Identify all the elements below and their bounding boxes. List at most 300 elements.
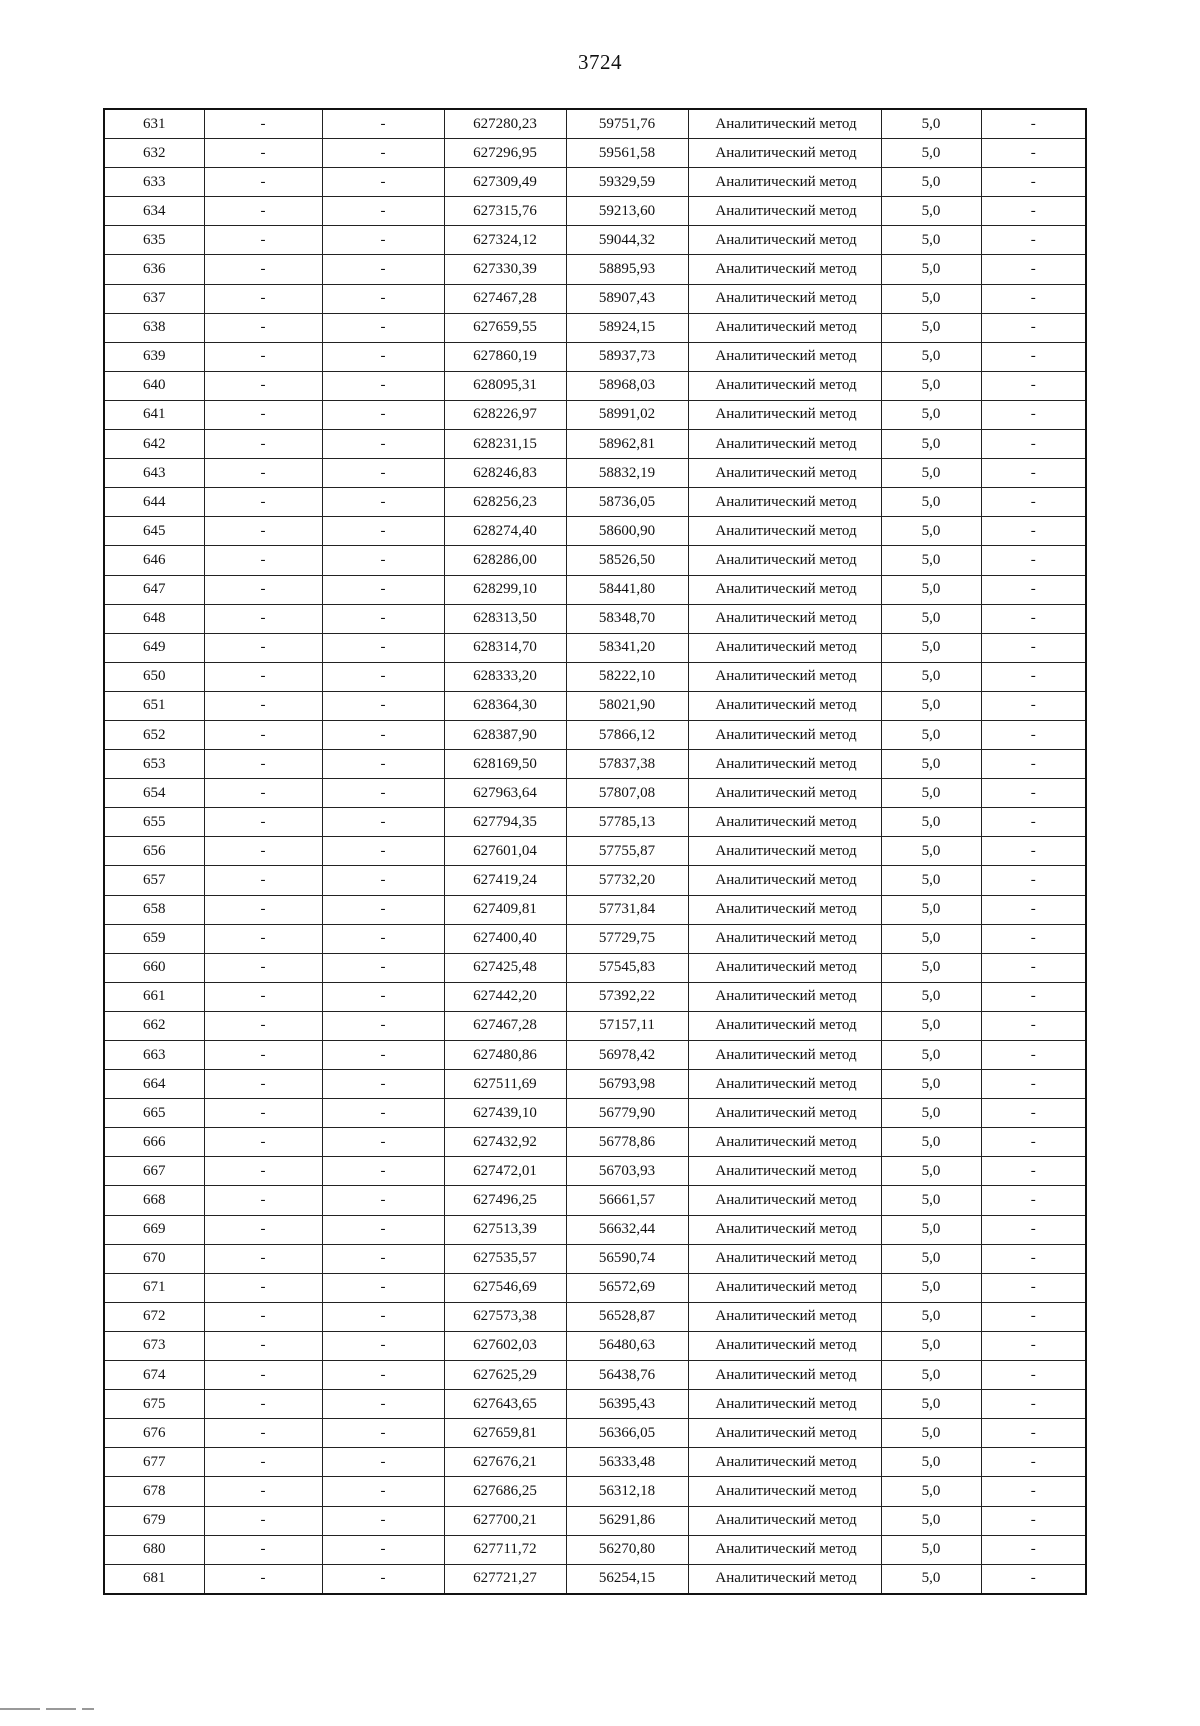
- accuracy-cell: 5,0: [881, 1331, 981, 1360]
- dash-cell: -: [322, 488, 444, 517]
- dash-cell: -: [981, 168, 1086, 197]
- method-cell: Аналитический метод: [688, 459, 881, 488]
- accuracy-cell: 5,0: [881, 400, 981, 429]
- y-coordinate: 58907,43: [566, 284, 688, 313]
- method-cell: Аналитический метод: [688, 197, 881, 226]
- dash-cell: -: [204, 953, 322, 982]
- dash-cell: -: [981, 808, 1086, 837]
- dash-cell: -: [204, 924, 322, 953]
- table-row: [104, 517, 1086, 546]
- x-coordinate: 627535,57: [444, 1244, 566, 1273]
- dash-cell: -: [322, 459, 444, 488]
- row-number: 645: [104, 517, 204, 546]
- accuracy-cell: 5,0: [881, 1128, 981, 1157]
- dash-cell: -: [322, 1041, 444, 1070]
- x-coordinate: 628313,50: [444, 604, 566, 633]
- table-row: [104, 1215, 1086, 1244]
- dash-cell: -: [981, 255, 1086, 284]
- y-coordinate: 56333,48: [566, 1448, 688, 1477]
- table-row: [104, 284, 1086, 313]
- table-row: [104, 1099, 1086, 1128]
- dash-cell: -: [981, 517, 1086, 546]
- dash-cell: -: [981, 226, 1086, 255]
- accuracy-cell: 5,0: [881, 837, 981, 866]
- dash-cell: -: [981, 400, 1086, 429]
- y-coordinate: 58968,03: [566, 371, 688, 400]
- scan-edge-mark: [0, 1708, 130, 1711]
- y-coordinate: 56395,43: [566, 1390, 688, 1419]
- y-coordinate: 57866,12: [566, 720, 688, 749]
- y-coordinate: 56590,74: [566, 1244, 688, 1273]
- x-coordinate: 628231,15: [444, 430, 566, 459]
- accuracy-cell: 5,0: [881, 1011, 981, 1040]
- dash-cell: -: [981, 982, 1086, 1011]
- y-coordinate: 59213,60: [566, 197, 688, 226]
- accuracy-cell: 5,0: [881, 1215, 981, 1244]
- dash-cell: -: [981, 109, 1086, 139]
- table-row: [104, 168, 1086, 197]
- accuracy-cell: 5,0: [881, 1099, 981, 1128]
- x-coordinate: 627442,20: [444, 982, 566, 1011]
- method-cell: Аналитический метод: [688, 750, 881, 779]
- row-number: 660: [104, 953, 204, 982]
- dash-cell: -: [322, 1157, 444, 1186]
- table-row: [104, 1302, 1086, 1331]
- method-cell: Аналитический метод: [688, 1564, 881, 1594]
- dash-cell: -: [204, 400, 322, 429]
- method-cell: Аналитический метод: [688, 1273, 881, 1302]
- table-row: [104, 1244, 1086, 1273]
- x-coordinate: 627659,55: [444, 313, 566, 342]
- accuracy-cell: 5,0: [881, 982, 981, 1011]
- dash-cell: -: [981, 1477, 1086, 1506]
- x-coordinate: 627280,23: [444, 109, 566, 139]
- row-number: 665: [104, 1099, 204, 1128]
- accuracy-cell: 5,0: [881, 109, 981, 139]
- accuracy-cell: 5,0: [881, 1477, 981, 1506]
- dash-cell: -: [204, 633, 322, 662]
- dash-cell: -: [981, 1390, 1086, 1419]
- accuracy-cell: 5,0: [881, 808, 981, 837]
- x-coordinate: 627963,64: [444, 779, 566, 808]
- row-number: 663: [104, 1041, 204, 1070]
- dash-cell: -: [981, 1273, 1086, 1302]
- method-cell: Аналитический метод: [688, 808, 881, 837]
- dash-cell: -: [981, 1070, 1086, 1099]
- accuracy-cell: 5,0: [881, 720, 981, 749]
- dash-cell: -: [981, 866, 1086, 895]
- dash-cell: -: [981, 342, 1086, 371]
- method-cell: Аналитический метод: [688, 1070, 881, 1099]
- dash-cell: -: [204, 1448, 322, 1477]
- method-cell: Аналитический метод: [688, 1361, 881, 1390]
- dash-cell: -: [204, 459, 322, 488]
- x-coordinate: 627643,65: [444, 1390, 566, 1419]
- accuracy-cell: 5,0: [881, 517, 981, 546]
- table-row: [104, 1564, 1086, 1594]
- accuracy-cell: 5,0: [881, 779, 981, 808]
- method-cell: Аналитический метод: [688, 342, 881, 371]
- dash-cell: -: [204, 1361, 322, 1390]
- accuracy-cell: 5,0: [881, 1070, 981, 1099]
- y-coordinate: 56779,90: [566, 1099, 688, 1128]
- method-cell: Аналитический метод: [688, 779, 881, 808]
- row-number: 678: [104, 1477, 204, 1506]
- method-cell: Аналитический метод: [688, 1128, 881, 1157]
- method-cell: Аналитический метод: [688, 284, 881, 313]
- row-number: 680: [104, 1535, 204, 1564]
- dash-cell: -: [322, 371, 444, 400]
- x-coordinate: 628256,23: [444, 488, 566, 517]
- accuracy-cell: 5,0: [881, 750, 981, 779]
- dash-cell: -: [204, 1011, 322, 1040]
- dash-cell: -: [981, 139, 1086, 168]
- row-number: 632: [104, 139, 204, 168]
- dash-cell: -: [322, 546, 444, 575]
- row-number: 640: [104, 371, 204, 400]
- accuracy-cell: 5,0: [881, 1564, 981, 1594]
- dash-cell: -: [204, 430, 322, 459]
- y-coordinate: 58441,80: [566, 575, 688, 604]
- table-row: [104, 1157, 1086, 1186]
- x-coordinate: 627686,25: [444, 1477, 566, 1506]
- accuracy-cell: 5,0: [881, 662, 981, 691]
- y-coordinate: 58991,02: [566, 400, 688, 429]
- x-coordinate: 627309,49: [444, 168, 566, 197]
- method-cell: Аналитический метод: [688, 313, 881, 342]
- table-row: [104, 1041, 1086, 1070]
- x-coordinate: 628299,10: [444, 575, 566, 604]
- dash-cell: -: [204, 750, 322, 779]
- x-coordinate: 627496,25: [444, 1186, 566, 1215]
- dash-cell: -: [204, 1244, 322, 1273]
- row-number: 668: [104, 1186, 204, 1215]
- table-row: [104, 750, 1086, 779]
- row-number: 650: [104, 662, 204, 691]
- accuracy-cell: 5,0: [881, 1273, 981, 1302]
- y-coordinate: 56572,69: [566, 1273, 688, 1302]
- method-cell: Аналитический метод: [688, 1302, 881, 1331]
- y-coordinate: 56291,86: [566, 1506, 688, 1535]
- dash-cell: -: [322, 1564, 444, 1594]
- dash-cell: -: [322, 1273, 444, 1302]
- table-row: [104, 982, 1086, 1011]
- row-number: 641: [104, 400, 204, 429]
- x-coordinate: 628286,00: [444, 546, 566, 575]
- dash-cell: -: [322, 924, 444, 953]
- dash-cell: -: [981, 750, 1086, 779]
- dash-cell: -: [204, 1331, 322, 1360]
- x-coordinate: 627400,40: [444, 924, 566, 953]
- dash-cell: -: [322, 720, 444, 749]
- table-row: [104, 866, 1086, 895]
- row-number: 679: [104, 1506, 204, 1535]
- dash-cell: -: [204, 284, 322, 313]
- y-coordinate: 58021,90: [566, 691, 688, 720]
- y-coordinate: 56778,86: [566, 1128, 688, 1157]
- x-coordinate: 627721,27: [444, 1564, 566, 1594]
- dash-cell: -: [204, 488, 322, 517]
- x-coordinate: 627511,69: [444, 1070, 566, 1099]
- row-number: 635: [104, 226, 204, 255]
- dash-cell: -: [322, 139, 444, 168]
- x-coordinate: 627472,01: [444, 1157, 566, 1186]
- y-coordinate: 58895,93: [566, 255, 688, 284]
- dash-cell: -: [981, 1361, 1086, 1390]
- method-cell: Аналитический метод: [688, 1244, 881, 1273]
- table-row: [104, 1011, 1086, 1040]
- accuracy-cell: 5,0: [881, 313, 981, 342]
- accuracy-cell: 5,0: [881, 953, 981, 982]
- row-number: 638: [104, 313, 204, 342]
- row-number: 637: [104, 284, 204, 313]
- dash-cell: -: [322, 1099, 444, 1128]
- x-coordinate: 627296,95: [444, 139, 566, 168]
- y-coordinate: 58832,19: [566, 459, 688, 488]
- row-number: 649: [104, 633, 204, 662]
- x-coordinate: 627439,10: [444, 1099, 566, 1128]
- accuracy-cell: 5,0: [881, 633, 981, 662]
- y-coordinate: 56528,87: [566, 1302, 688, 1331]
- y-coordinate: 57807,08: [566, 779, 688, 808]
- x-coordinate: 628333,20: [444, 662, 566, 691]
- dash-cell: -: [981, 895, 1086, 924]
- dash-cell: -: [322, 1361, 444, 1390]
- coordinates-table: [103, 108, 1087, 1595]
- y-coordinate: 58736,05: [566, 488, 688, 517]
- method-cell: Аналитический метод: [688, 1157, 881, 1186]
- dash-cell: -: [981, 1331, 1086, 1360]
- accuracy-cell: 5,0: [881, 255, 981, 284]
- page-number: 3724: [578, 50, 622, 74]
- dash-cell: -: [981, 1564, 1086, 1594]
- dash-cell: -: [981, 779, 1086, 808]
- dash-cell: -: [322, 604, 444, 633]
- row-number: 661: [104, 982, 204, 1011]
- dash-cell: -: [981, 459, 1086, 488]
- dash-cell: -: [322, 400, 444, 429]
- dash-cell: -: [981, 575, 1086, 604]
- y-coordinate: 56978,42: [566, 1041, 688, 1070]
- dash-cell: -: [322, 1535, 444, 1564]
- accuracy-cell: 5,0: [881, 1302, 981, 1331]
- y-coordinate: 57837,38: [566, 750, 688, 779]
- dash-cell: -: [322, 1419, 444, 1448]
- dash-cell: -: [322, 226, 444, 255]
- dash-cell: -: [322, 1070, 444, 1099]
- dash-cell: -: [204, 1041, 322, 1070]
- table-row: [104, 837, 1086, 866]
- x-coordinate: 628169,50: [444, 750, 566, 779]
- accuracy-cell: 5,0: [881, 575, 981, 604]
- x-coordinate: 628226,97: [444, 400, 566, 429]
- dash-cell: -: [981, 1011, 1086, 1040]
- dash-cell: -: [322, 1186, 444, 1215]
- dash-cell: -: [204, 1273, 322, 1302]
- dash-cell: -: [981, 924, 1086, 953]
- dash-cell: -: [981, 1506, 1086, 1535]
- dash-cell: -: [322, 430, 444, 459]
- x-coordinate: 627513,39: [444, 1215, 566, 1244]
- table-row: [104, 953, 1086, 982]
- dash-cell: -: [204, 255, 322, 284]
- x-coordinate: 627711,72: [444, 1535, 566, 1564]
- dash-cell: -: [322, 837, 444, 866]
- x-coordinate: 627432,92: [444, 1128, 566, 1157]
- dash-cell: -: [322, 866, 444, 895]
- dash-cell: -: [204, 1215, 322, 1244]
- y-coordinate: 58962,81: [566, 430, 688, 459]
- dash-cell: -: [322, 197, 444, 226]
- table-row: [104, 459, 1086, 488]
- row-number: 651: [104, 691, 204, 720]
- dash-cell: -: [322, 109, 444, 139]
- y-coordinate: 59751,76: [566, 109, 688, 139]
- row-number: 647: [104, 575, 204, 604]
- table-row: [104, 1448, 1086, 1477]
- y-coordinate: 56793,98: [566, 1070, 688, 1099]
- row-number: 674: [104, 1361, 204, 1390]
- row-number: 666: [104, 1128, 204, 1157]
- method-cell: Аналитический метод: [688, 488, 881, 517]
- row-number: 634: [104, 197, 204, 226]
- dash-cell: -: [204, 371, 322, 400]
- dash-cell: -: [204, 109, 322, 139]
- x-coordinate: 627467,28: [444, 1011, 566, 1040]
- method-cell: Аналитический метод: [688, 924, 881, 953]
- row-number: 671: [104, 1273, 204, 1302]
- method-cell: Аналитический метод: [688, 982, 881, 1011]
- dash-cell: -: [322, 633, 444, 662]
- dash-cell: -: [981, 633, 1086, 662]
- accuracy-cell: 5,0: [881, 604, 981, 633]
- table-row: [104, 1361, 1086, 1390]
- row-number: 659: [104, 924, 204, 953]
- dash-cell: -: [204, 895, 322, 924]
- method-cell: Аналитический метод: [688, 866, 881, 895]
- y-coordinate: 56438,76: [566, 1361, 688, 1390]
- dash-cell: -: [322, 255, 444, 284]
- method-cell: Аналитический метод: [688, 604, 881, 633]
- dash-cell: -: [204, 1186, 322, 1215]
- dash-cell: -: [204, 197, 322, 226]
- dash-cell: -: [322, 168, 444, 197]
- y-coordinate: 57157,11: [566, 1011, 688, 1040]
- dash-cell: -: [981, 1448, 1086, 1477]
- dash-cell: -: [981, 1535, 1086, 1564]
- method-cell: Аналитический метод: [688, 517, 881, 546]
- row-number: 655: [104, 808, 204, 837]
- row-number: 639: [104, 342, 204, 371]
- dash-cell: -: [204, 808, 322, 837]
- method-cell: Аналитический метод: [688, 720, 881, 749]
- row-number: 675: [104, 1390, 204, 1419]
- y-coordinate: 56703,93: [566, 1157, 688, 1186]
- dash-cell: -: [322, 1215, 444, 1244]
- table-body: [104, 109, 1086, 1594]
- method-cell: Аналитический метод: [688, 546, 881, 575]
- table-row: [104, 226, 1086, 255]
- table-row: [104, 633, 1086, 662]
- table-row: [104, 255, 1086, 284]
- x-coordinate: 627573,38: [444, 1302, 566, 1331]
- dash-cell: -: [204, 720, 322, 749]
- y-coordinate: 56254,15: [566, 1564, 688, 1594]
- x-coordinate: 628246,83: [444, 459, 566, 488]
- method-cell: Аналитический метод: [688, 1186, 881, 1215]
- row-number: 631: [104, 109, 204, 139]
- method-cell: Аналитический метод: [688, 691, 881, 720]
- y-coordinate: 57729,75: [566, 924, 688, 953]
- x-coordinate: 628274,40: [444, 517, 566, 546]
- table-row: [104, 895, 1086, 924]
- row-number: 646: [104, 546, 204, 575]
- accuracy-cell: 5,0: [881, 895, 981, 924]
- dash-cell: -: [204, 1477, 322, 1506]
- table-row: [104, 430, 1086, 459]
- y-coordinate: 57732,20: [566, 866, 688, 895]
- table-row: [104, 488, 1086, 517]
- dash-cell: -: [322, 284, 444, 313]
- dash-cell: -: [981, 1302, 1086, 1331]
- method-cell: Аналитический метод: [688, 1448, 881, 1477]
- row-number: 669: [104, 1215, 204, 1244]
- row-number: 667: [104, 1157, 204, 1186]
- row-number: 652: [104, 720, 204, 749]
- dash-cell: -: [322, 517, 444, 546]
- dash-cell: -: [322, 1448, 444, 1477]
- accuracy-cell: 5,0: [881, 546, 981, 575]
- dash-cell: -: [204, 691, 322, 720]
- dash-cell: -: [322, 313, 444, 342]
- method-cell: Аналитический метод: [688, 1390, 881, 1419]
- accuracy-cell: 5,0: [881, 1186, 981, 1215]
- dash-cell: -: [204, 604, 322, 633]
- dash-cell: -: [204, 1535, 322, 1564]
- dash-cell: -: [204, 139, 322, 168]
- row-number: 673: [104, 1331, 204, 1360]
- accuracy-cell: 5,0: [881, 1157, 981, 1186]
- dash-cell: -: [204, 1419, 322, 1448]
- row-number: 681: [104, 1564, 204, 1594]
- table-row: [104, 197, 1086, 226]
- table-row: [104, 546, 1086, 575]
- accuracy-cell: 5,0: [881, 197, 981, 226]
- method-cell: Аналитический метод: [688, 1331, 881, 1360]
- x-coordinate: 627676,21: [444, 1448, 566, 1477]
- table-row: [104, 313, 1086, 342]
- table-row: [104, 1506, 1086, 1535]
- dash-cell: -: [322, 575, 444, 604]
- dash-cell: -: [981, 1099, 1086, 1128]
- accuracy-cell: 5,0: [881, 1390, 981, 1419]
- accuracy-cell: 5,0: [881, 866, 981, 895]
- table-row: [104, 1331, 1086, 1360]
- y-coordinate: 57545,83: [566, 953, 688, 982]
- x-coordinate: 627324,12: [444, 226, 566, 255]
- table-row: [104, 371, 1086, 400]
- dash-cell: -: [204, 313, 322, 342]
- method-cell: Аналитический метод: [688, 168, 881, 197]
- dash-cell: -: [204, 546, 322, 575]
- x-coordinate: 627860,19: [444, 342, 566, 371]
- dash-cell: -: [981, 197, 1086, 226]
- row-number: 676: [104, 1419, 204, 1448]
- method-cell: Аналитический метод: [688, 1535, 881, 1564]
- row-number: 672: [104, 1302, 204, 1331]
- table-row: [104, 1477, 1086, 1506]
- method-cell: Аналитический метод: [688, 430, 881, 459]
